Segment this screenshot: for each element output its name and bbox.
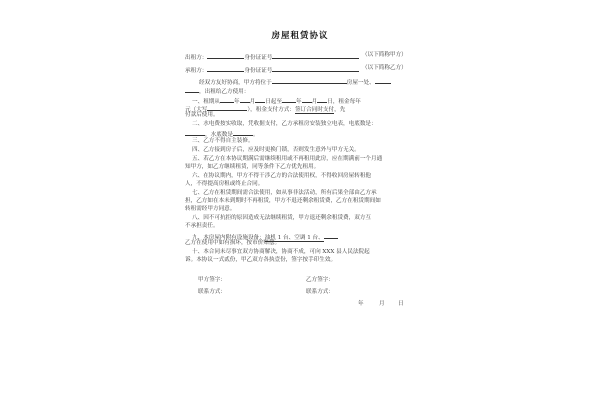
end-month-label: 月: [311, 99, 318, 105]
lessee-line: [185, 65, 359, 75]
party-b-signature-label: 乙方签字：: [306, 277, 334, 283]
rent-uppercase-label: 元（大写: [185, 107, 208, 113]
party-a-signature-label: 甲方签字：: [198, 277, 226, 283]
clause-1-line-3: 付款后使用。: [185, 112, 219, 118]
facilities-list: 油机 1 台、空调 1 台、: [264, 235, 324, 241]
sign-date-day: 日: [398, 301, 404, 307]
lessee-id-label: 身份证证号: [244, 68, 273, 74]
clause-10-line-1: 十、本合同未尽事宜双方协商解决，协商不成，可向 XXX 县人民法院起: [192, 249, 370, 255]
clause-5-line-2: 知甲方，如乙方继续租赁，同等条件下乙方优先租用。: [185, 164, 320, 170]
clause-10-line-2: 诉。本协议一式贰份，甲乙双方各执壹份，签字按手印生效。: [185, 257, 337, 263]
clause-3: 三、乙方不得自主装修。: [192, 138, 254, 144]
rent-uppercase-blank: [207, 104, 247, 111]
start-day-blank: [255, 96, 265, 103]
water-reading-label: ，水底数是: [205, 132, 233, 138]
end-year-label: 年: [296, 99, 302, 105]
water-reading-blank: [233, 129, 253, 136]
lessee-alias: （以下简称乙方）: [362, 65, 407, 71]
facilities-label: 九、本房屋内附有设施设备：: [192, 235, 265, 241]
lessor-label: 出租方：: [185, 55, 208, 61]
document-title: 房屋租赁协议: [271, 31, 329, 41]
clause-6-line-2: 人，不得提高房租或终止合同。: [185, 181, 264, 187]
start-month-blank: [240, 96, 250, 103]
clause-7-line-3: 转租需经甲方同意。: [185, 206, 236, 212]
lessor-id-label: 身份证证号: [244, 55, 273, 61]
clause-5-line-1: 五、若乙方在本协议期满后需继续租用或不再租用此房，应在期满前一个月通: [192, 156, 383, 162]
facilities-extra-blank: [324, 232, 338, 239]
intro-text-a: 经双方友好协商，甲方将位于: [199, 80, 272, 86]
lessor-id-blank: [272, 52, 359, 59]
start-day-label: 日起至: [265, 99, 282, 105]
payment-method-value: 签订合同时支付: [294, 107, 335, 113]
end-day-blank: [317, 96, 327, 103]
property-extra-blank: [185, 86, 199, 93]
clause-2-period: 。: [252, 132, 259, 138]
clause-9-line-2: 乙方在使用中如有损坏，按市价赔偿。: [185, 240, 281, 246]
party-b-contact-label: 联系方式：: [306, 289, 334, 295]
end-year-blank: [282, 96, 296, 103]
lessor-name-blank: [207, 52, 244, 59]
party-a-contact-label: 联系方式：: [198, 289, 226, 295]
clause-6-line-1: 六、在协议期内，甲方不得干涉乙方的合法使用权，不得收回房屋转租他: [192, 173, 372, 179]
clause-2-line-1: 二、水电费按实收取，凭收据支付，乙方承租房安装独立电表，电底数是：: [192, 121, 377, 127]
sign-date-year: 年: [358, 301, 364, 307]
property-detail-blank: [375, 77, 391, 84]
start-year-blank: [220, 96, 234, 103]
electric-reading-blank: [185, 129, 205, 136]
clause-1-tail: ，先: [334, 107, 346, 113]
property-location-blank: [272, 77, 347, 84]
lessee-label: 承租方：: [185, 68, 208, 74]
end-day-label: 日，租金每年: [327, 99, 361, 105]
lessee-name-blank: [207, 65, 244, 72]
lessor-line: [185, 52, 359, 62]
clause-7-line-1: 七、乙方在租赁期间需合法使用，如从事非法活动，所有后果全部由乙方承: [192, 190, 377, 196]
clause-8-line-2: 不承担责任。: [185, 223, 219, 229]
clause-7-line-2: 担，乙方如在本未到期时不再租赁，甲方不退还剩余租赁费，乙方在租赁期间如: [185, 198, 381, 204]
start-month-label: 月: [249, 99, 256, 105]
clause-1-text: 一、租期从: [192, 99, 220, 105]
intro-line-2: [185, 86, 249, 96]
sign-date-month: 月: [379, 301, 385, 307]
start-year-label: 年: [233, 99, 240, 105]
lessee-id-blank: [272, 65, 359, 72]
end-month-blank: [302, 96, 312, 103]
intro-text-2: ，出租给乙方使用：: [199, 89, 250, 95]
clause-4: 四、乙方接到房子后，应及时更换门锁，否则发生意外与甲方无关。: [192, 147, 360, 153]
lessor-alias: （以下简称甲方）: [362, 52, 407, 58]
clause-8-line-1: 八、因不可抗拒的原因造成无法继续租赁，甲方退还剩余租赁费，双方互: [192, 215, 372, 221]
intro-text-b: 房屋一处、: [346, 80, 375, 86]
payment-method-label: ），租金支付方式：: [247, 107, 295, 113]
